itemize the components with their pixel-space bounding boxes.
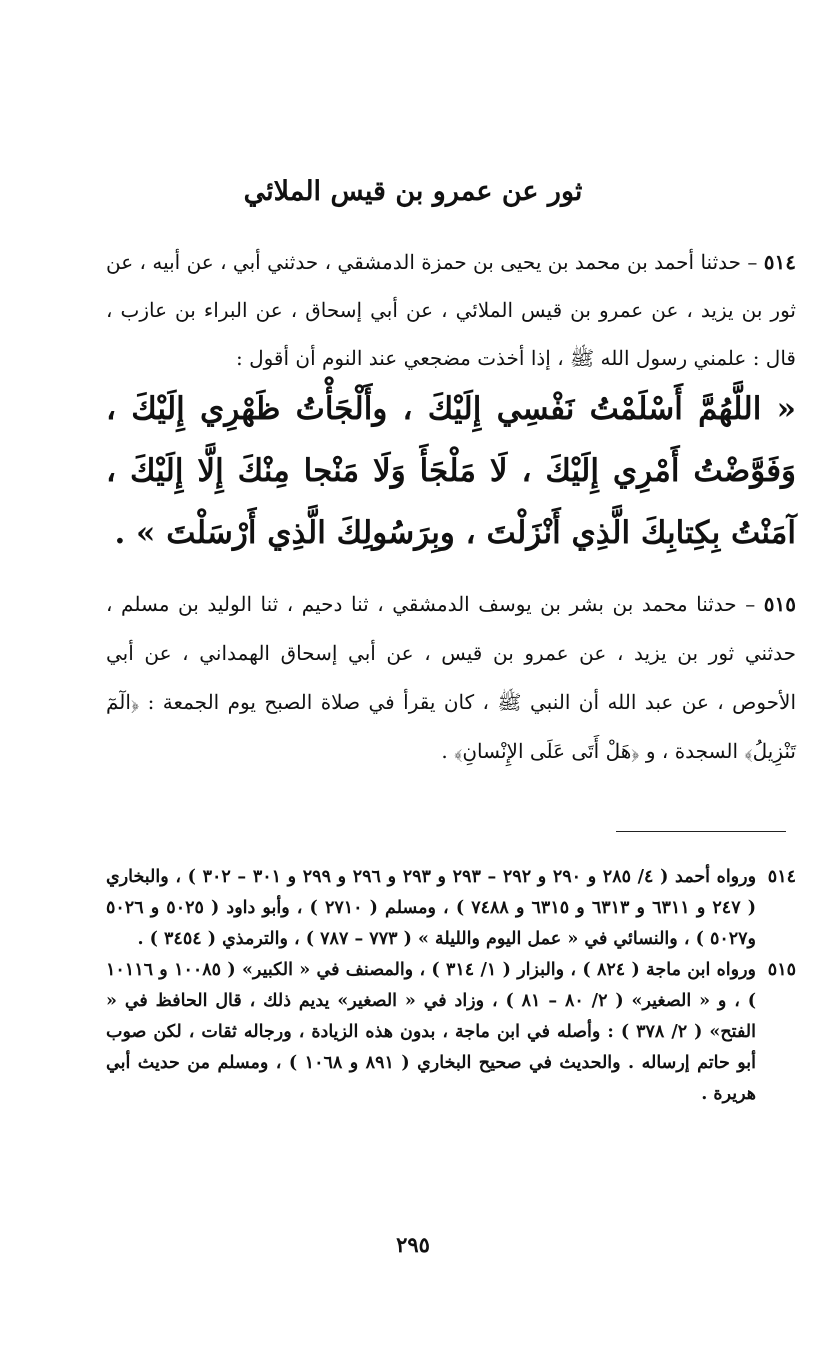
hadith-515 [106,580,796,776]
hadith-number: ٥١٤ [763,250,796,274]
footnote-number: ٥١٥ [767,960,796,980]
dua-text: « اللَّهُمَّ أَسْلَمْتُ نَفْسِي إِلَيْكَ ، وأَلْجَأْتُ ظَهْرِي إِلَيْكَ ، وَفَوَّضْتُ أَمْرِي إِلَيْكَ ، لَا مَلْجَأَ وَلَا مَنْجا مِنْكَ إِلَّا إِلَيْكَ ، آمَنْتُ بِكِتابِكَ الَّذِي أَنْزَلْتَ ، وبِرَسُولِكَ الَّذِي أَرْسَلْتَ » . [106,391,796,551]
hadith-text: – حدثنا أحمد بن محمد بن يحيى بن حمزة الدمشقي ، حدثني أبي ، عن أبيه ، عن ثور بن يزيد ، عن عمرو بن قيس الملائي ، عن أبي إسحاق ، عن البراء بن عازب ، قال : علمني رسول الله ﷺ ، إذا أخذت مضجعي عند النوم أن أقول : [106,250,796,370]
footnotes [106,862,796,1110]
page-number: ٢٩٥ [396,1232,430,1257]
chapter-heading: ثور عن عمرو بن قيس الملائي [243,176,583,207]
footnote-divider [616,831,786,832]
footnote-text: ورواه ابن ماجة ( ٨٢٤ ) ، والبزار ( ١/ ٣١٤ ) ، والمصنف في « الكبير» ( ١٠٠٨٥ و ١٠١١٦ ) ، و « الصغير» ( ٢/ ٨٠ – ٨١ ) ، وزاد في « الصغير» يديم ذلك ، قال الحافظ في « الفتح» ( ٢/ ٣٧٨ ) : وأصله في ابن ماجة ، بدون هذه الزيادة ، ورجاله ثقات ، لكن صوب أبو حاتم إرساله . والحديث في صحيح البخاري ( ٨٩١ و ١٠٦٨ ) ، ومسلم من حديث أبي هريرة . [106,960,757,1104]
hadith-number: ٥١٥ [763,592,797,616]
hadith-text: – حدثنا محمد بن بشر بن يوسف الدمشقي ، ثنا دحيم ، ثنا الوليد بن مسلم ، حدثني ثور بن يزيد ، عن عمرو بن قيس ، عن أبي إسحاق الهمداني ، عن أبي الأحوص ، عن عبد الله أن النبي ﷺ ، كان يقرأ في صلاة الصبح يوم الجمعة : ﴿الٓمٓ تَنْزِيلُ﴾ السجدة ، و ﴿هَلْ أَتَى عَلَى الإِنْسانِ﴾ . [106,592,796,763]
footnote-text: ورواه أحمد ( ٤/ ٢٨٥ و ٢٩٠ و ٢٩٢ – ٢٩٣ و ٢٩٣ و ٢٩٦ و ٢٩٩ و ٣٠١ – ٣٠٢ ) ، والبخاري ( ٢٤٧ و ٦٣١١ و ٦٣١٣ و ٦٣١٥ و ٧٤٨٨ ) ، ومسلم ( ٢٧١٠ ) ، وأبو داود ( ٥٠٢٥ و ٥٠٢٦ و٥٠٢٧ ) ، والنسائي في « عمل اليوم والليلة » ( ٧٧٣ – ٧٨٧ ) ، والترمذي ( ٣٤٥٤ ) . [106,867,757,949]
footnote-514 [106,862,796,955]
footnote-515 [106,955,796,1110]
hadith-514 [106,238,796,382]
footnote-number: ٥١٤ [767,867,796,887]
